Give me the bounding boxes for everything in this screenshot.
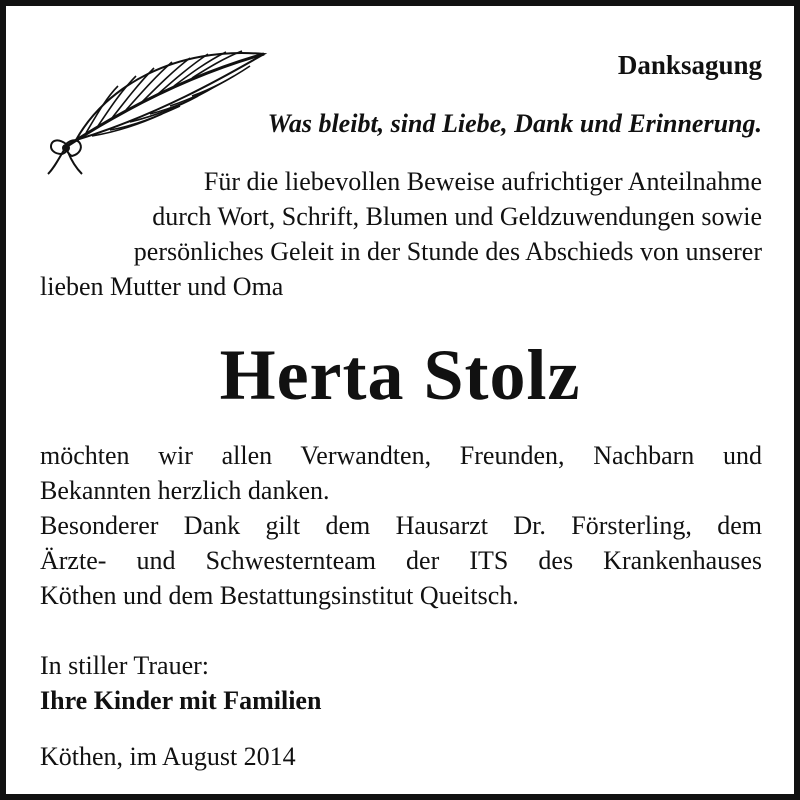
closing-block [40,648,321,718]
thanks-line: möchten wir allen Verwandten, Freunden, Nachbarn und [40,441,762,470]
intro-line: persönliches Geleit in der Stunde des Abschieds von unserer [133,237,762,266]
intro-line: lieben Mutter und Oma [40,272,284,301]
intro-line: durch Wort, Schrift, Blumen und Geldzuwendungen sowie [152,202,762,231]
notice-heading: Danksagung [617,50,762,80]
intro-paragraph [40,164,762,304]
motto: Was bleibt, sind Liebe, Dank und Erinnerung. [267,109,762,138]
deceased-name: Herta Stolz [219,335,581,415]
mourning-label: In stiller Trauer: [40,651,209,680]
thanks-line: Bekannten herzlich danken. [40,476,330,505]
signers: Ihre Kinder mit Familien [40,686,322,715]
thanks-line: Köthen und dem Bestattungsinstitut Queitsch. [40,581,519,610]
thanks-line: Ärzte- und Schwesternteam der ITS des Krankenhauses [40,546,762,575]
place-and-date: Köthen, im August 2014 [40,742,296,771]
thanks-paragraph [40,438,762,613]
intro-line: Für die liebevollen Beweise aufrichtiger Anteilnahme [203,167,762,196]
thanks-line: Besonderer Dank gilt dem Hausarzt Dr. Försterling, dem [40,511,762,540]
feather-with-ribbon-icon [36,36,276,176]
